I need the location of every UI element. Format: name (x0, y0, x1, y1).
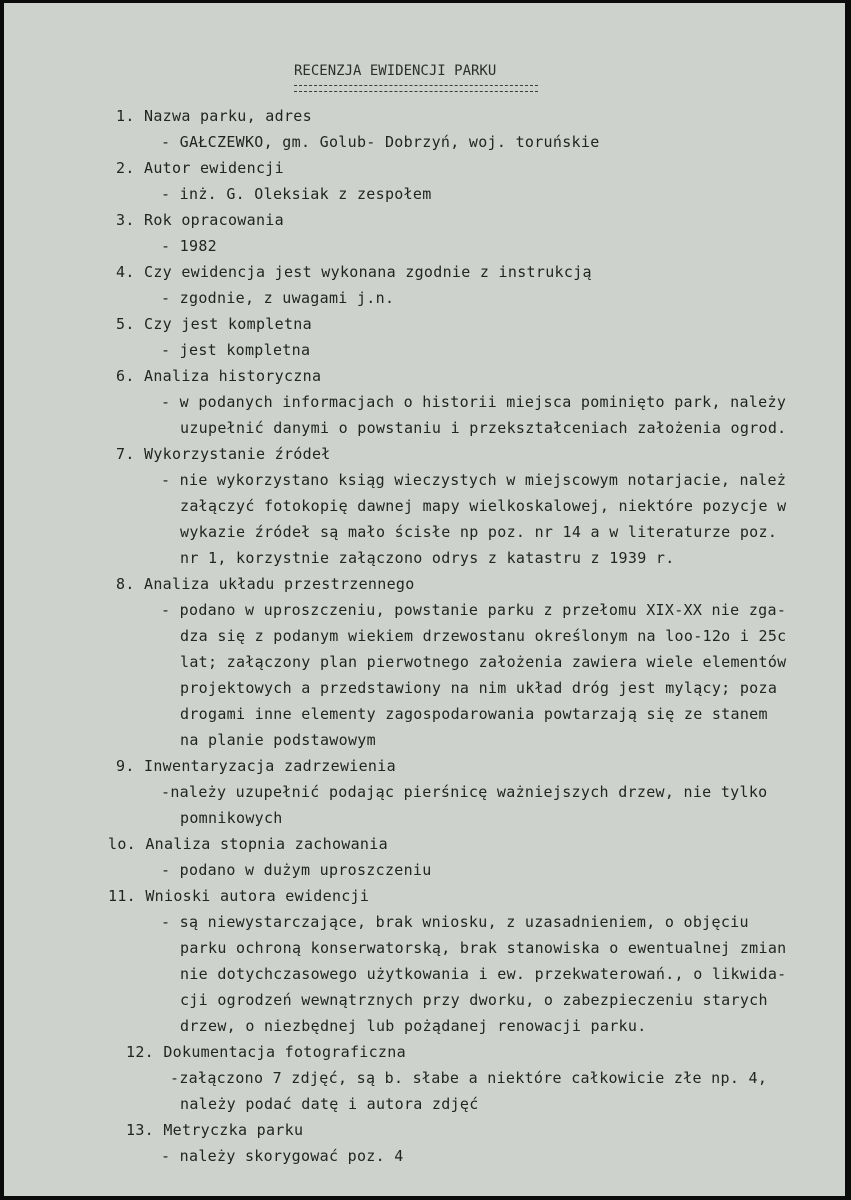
item-9-text: -należy uzupełnić podając pierśnicę ważniejszych drzew, nie tylko (161, 783, 768, 801)
item-3-text: - 1982 (161, 237, 217, 255)
title-underline (294, 85, 538, 92)
document-page (4, 3, 845, 1196)
item-8-text-cont-2: lat; załączony plan pierwotnego założenia zawiera wiele elementów (180, 653, 787, 671)
item-7-heading: 7. Wykorzystanie źródeł (116, 445, 331, 463)
item-11-text-cont-1: parku ochroną konserwatorską, brak stanowiska o ewentualnej zmian (180, 939, 787, 957)
item-8-text-cont-5: na planie podstawowym (180, 731, 376, 749)
item-7-text-cont-2: wykazie źródeł są mało ścisłe np poz. nr 14 a w literaturze poz. (180, 523, 778, 541)
item-2-heading: 2. Autor ewidencji (116, 159, 284, 177)
item-6-text-cont: uzupełnić danymi o powstaniu i przekształceniach założenia ogrod. (180, 419, 787, 437)
item-8-text-cont-4: drogami inne elementy zagospodarowania powtarzają się ze stanem (180, 705, 768, 723)
item-11-text-cont-4: drzew, o niezbędnej lub pożądanej renowacji parku. (180, 1017, 647, 1035)
item-11-heading: 11. Wnioski autora ewidencji (108, 887, 370, 905)
item-7-text: - nie wykorzystano ksiąg wieczystych w miejscowym notarjacie, należ (161, 471, 787, 489)
item-8-text-cont-3: projektowych a przedstawiony na nim układ dróg jest mylący; poza (180, 679, 778, 697)
item-11-text: - są niewystarczające, brak wniosku, z uzasadnieniem, o objęciu (161, 913, 749, 931)
item-13-heading: 13. Metryczka parku (126, 1121, 304, 1139)
item-12-heading: 12. Dokumentacja fotograficzna (126, 1043, 406, 1061)
document-title: RECENZJA EWIDENCJI PARKU (294, 63, 497, 79)
item-4-heading: 4. Czy ewidencja jest wykonana zgodnie z instrukcją (116, 263, 592, 281)
item-6-heading: 6. Analiza historyczna (116, 367, 322, 385)
item-6-text: - w podanych informacjach o historii miejsca pominięto park, należy (161, 393, 787, 411)
item-7-text-cont-1: załączyć fotokopię dawnej mapy wielkoskalowej, niektóre pozycje w (180, 497, 787, 515)
item-3-heading: 3. Rok opracowania (116, 211, 284, 229)
item-10-heading: lo. Analiza stopnia zachowania (108, 835, 388, 853)
item-7-text-cont-3: nr 1, korzystnie załączono odrys z katastru z 1939 r. (180, 549, 675, 567)
item-2-text: - inż. G. Oleksiak z zespołem (161, 185, 432, 203)
item-1-text: - GAŁCZEWKO, gm. Golub- Dobrzyń, woj. toruńskie (161, 133, 600, 151)
item-5-heading: 5. Czy jest kompletna (116, 315, 312, 333)
item-11-text-cont-2: nie dotychczasowego użytkowania i ew. przekwaterowań., o likwida- (180, 965, 787, 983)
item-12-text: -załączono 7 zdjęć, są b. słabe a niektóre całkowicie złe np. 4, (170, 1069, 768, 1087)
item-13-text: - należy skorygować poz. 4 (161, 1147, 404, 1165)
item-8-text-cont-1: dza się z podanym wiekiem drzewostanu określonym na loo-12o i 25c (180, 627, 787, 645)
item-4-text: - zgodnie, z uwagami j.n. (161, 289, 395, 307)
item-11-text-cont-3: cji ogrodzeń wewnątrznych przy dworku, o zabezpieczeniu starych (180, 991, 768, 1009)
item-8-heading: 8. Analiza układu przestrzennego (116, 575, 415, 593)
item-9-heading: 9. Inwentaryzacja zadrzewienia (116, 757, 396, 775)
item-8-text: - podano w uproszczeniu, powstanie parku z przełomu XIX-XX nie zga- (161, 601, 787, 619)
item-1-heading: 1. Nazwa parku, adres (116, 107, 312, 125)
item-12-text-cont: należy podać datę i autora zdjęć (180, 1095, 479, 1113)
item-9-text-cont: pomnikowych (180, 809, 283, 827)
item-10-text: - podano w dużym uproszczeniu (161, 861, 432, 879)
item-5-text: - jest kompletna (161, 341, 311, 359)
